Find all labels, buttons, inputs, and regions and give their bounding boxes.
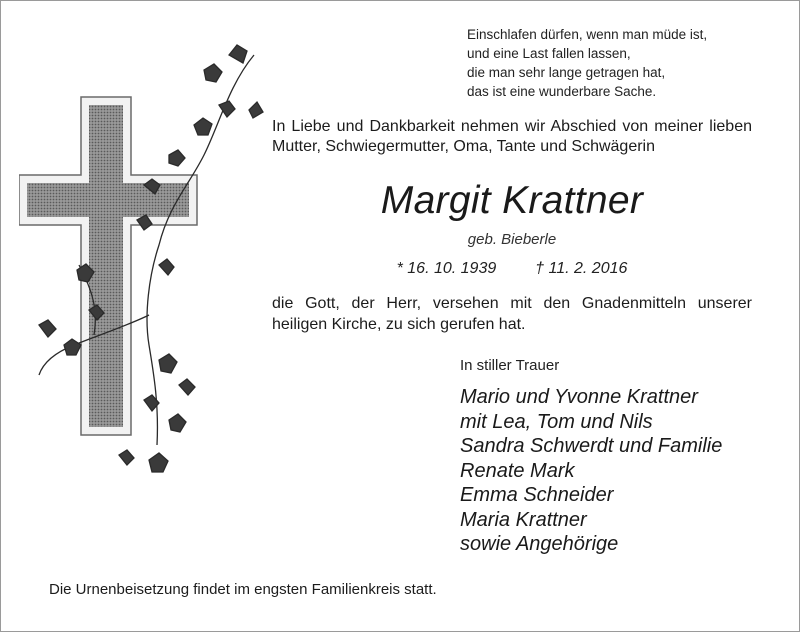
mourner-entry: sowie Angehörige — [460, 533, 619, 555]
sacrament-text: die Gott, der Herr, versehen mit den Gnadenmitteln unserer heiligen Kirche, zu sich gerufen hat. — [272, 295, 752, 333]
mourner-entry: Renate Mark — [460, 459, 575, 482]
poem-line: das ist eine wunderbare Sache. — [467, 84, 657, 99]
intro-text: In Liebe und Dankbarkeit nehmen wir Abschied von meiner lieben Mutter, Schwiegermutter, Oma, Tante und Schwägerin — [272, 118, 752, 155]
mourning-label: In stiller Trauer — [460, 357, 560, 374]
mourner-entry: Sandra Schwerdt und Familie — [460, 435, 723, 457]
mourner-entry: Mario und Yvonne Krattner — [460, 386, 698, 408]
poem-quote — [467, 25, 707, 101]
deceased-name: Margit Krattner — [380, 179, 644, 222]
maiden-name: geb. Bieberle — [467, 231, 557, 248]
mourner-entry: Maria Krattner — [460, 508, 587, 531]
burial-note: Die Urnenbeisetzung findet im engsten Familienkreis statt. — [49, 581, 437, 598]
birth-date: * 16. 10. 1939 — [396, 260, 497, 277]
death-date: † 11. 2. 2016 — [535, 260, 628, 277]
poem-line: Einschlafen dürfen, wenn man müde ist, — [467, 27, 708, 42]
poem-line: und eine Last fallen lassen, — [467, 46, 631, 61]
poem-line: die man sehr lange getragen hat, — [467, 65, 666, 80]
mourner-entry: Emma Schneider — [460, 484, 614, 506]
cross-illustration — [19, 15, 264, 495]
mourners-list — [460, 385, 722, 557]
life-dates — [272, 260, 752, 278]
mourner-entry: mit Lea, Tom und Nils — [460, 410, 653, 433]
